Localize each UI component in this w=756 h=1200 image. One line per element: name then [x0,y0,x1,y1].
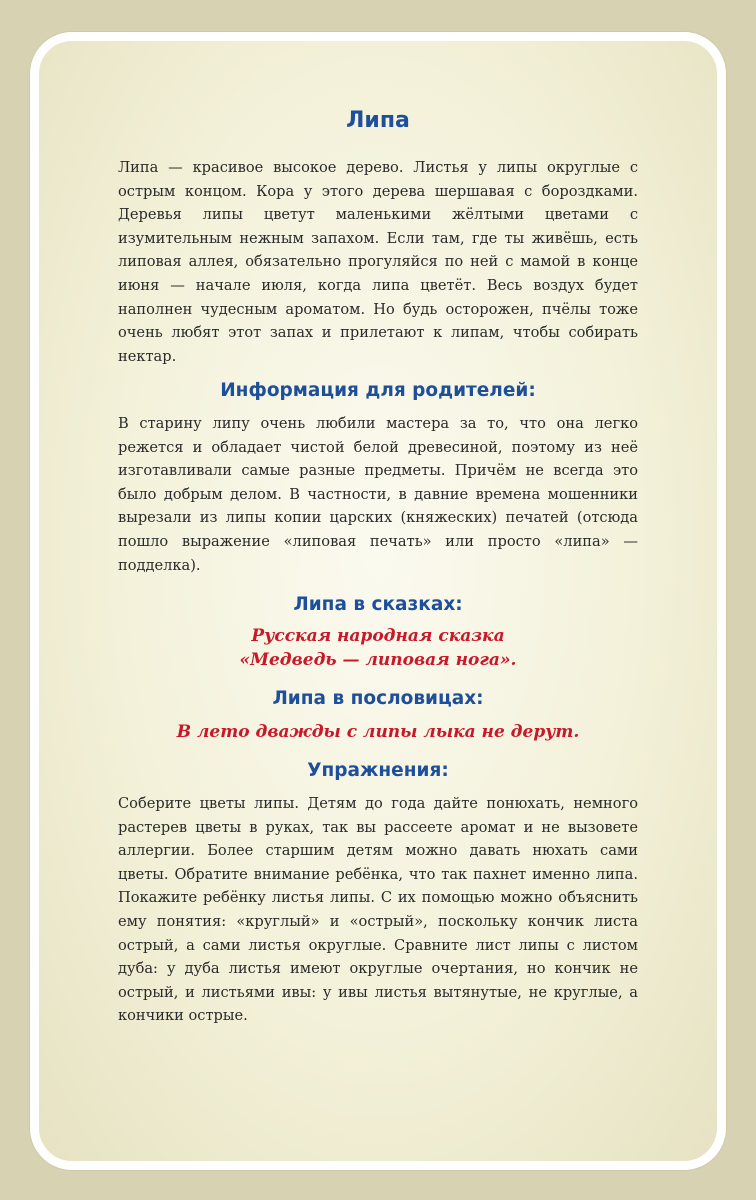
exercises-heading: Упражнения: [307,760,449,781]
exercises-paragraph: Соберите цветы липы. Детям до года дайте понюхать, немного растерев цветы в руках, так вы рассеете аромат и не вызовете аллергии. Более старшим детям можно давать нюхать сами цветы. Обратите внимание ребёнка, что так пахнет именно липа. Покажите ребёнку листья липы. С их помощью можно объяснить ему понятия: «круглый» и «острый», поскольку кончик листа острый, а сами листья округлые. Сравните лист липы с листом дуба: у дуба листья имеют округлые очертания, но кончик не острый, и листьями ивы: у ивы листья вытянутые, не круглые, а кончики острые. [118,795,638,1025]
intro-paragraph: Липа — красивое высокое дерево. Листья у липы округлые с острым концом. Кора у этого дерева шершавая с бороздками. Деревья липы цветут маленькими жёлтыми цветами с изумительным нежным запахом. Если там, где ты живёшь, есть липовая аллея, обязательно прогуляйся по ней с мамой в конце июня — начале июля, когда липа цветёт. Весь воздух будет наполнен чудесным ароматом. Но будь осторожен, пчёлы тоже очень любят этот запах и прилетают к липам, чтобы собирать нектар. [118,159,638,365]
tales-heading: Липа в сказках: [293,594,463,615]
parents-paragraph: В старину липу очень любили мастера за то, что она легко режется и обладает чистой белой древесиной, поэтому из неё изготавливали самые разные предметы. Причём не всегда это было добрым делом. В частности, в давние времена мошенники вырезали из липы копии царских (княжеских) печатей (отсюда пошло выражение «липовая печать» или просто «липа» — подделка). [118,415,638,574]
tales-line-1: Русская народная сказка [251,626,505,646]
page-title: Липа [346,108,410,133]
proverbs-heading: Липа в пословицах: [272,688,484,709]
proverb-text: В лето дважды с липы лыка не дерут. [176,722,580,742]
tales-line-2: «Медведь — липовая нога». [239,650,517,670]
parents-heading: Информация для родителей: [220,380,536,401]
